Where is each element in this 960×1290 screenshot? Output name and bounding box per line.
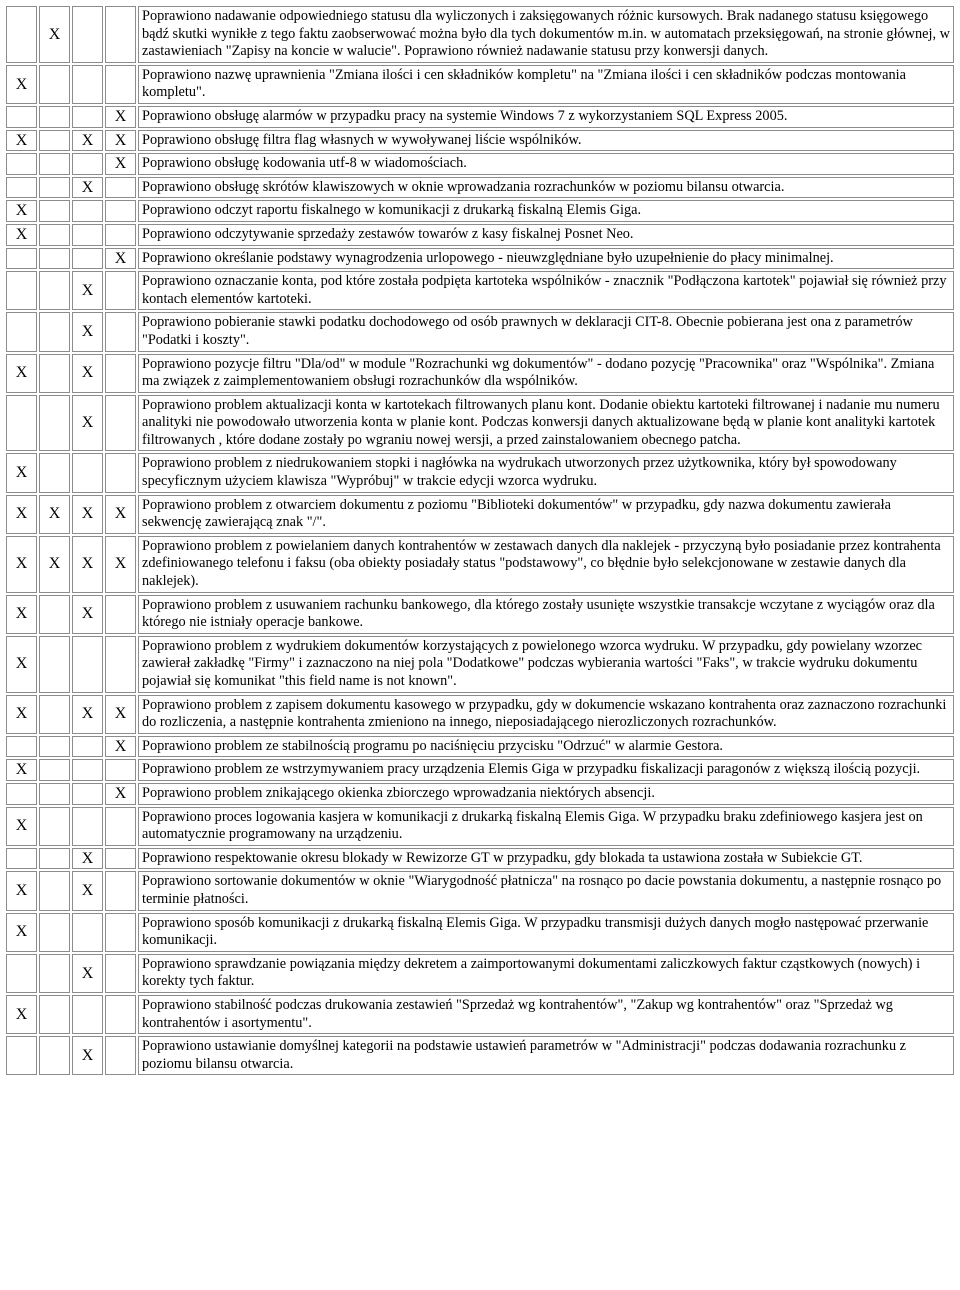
mark-cell: X [6, 453, 37, 492]
mark-cell [72, 106, 103, 128]
mark-cell: X [72, 354, 103, 393]
mark-cell: X [72, 536, 103, 593]
table-row [6, 312, 954, 351]
description-cell: Poprawiono obsługę skrótów klawiszowych w oknie wprowadzania rozrachunków w poziomu bilansu otwarcia. [138, 177, 954, 199]
mark-cell [39, 954, 70, 993]
mark-cell [105, 177, 136, 199]
mark-cell [39, 224, 70, 246]
table-row [6, 871, 954, 910]
mark-cell: X [6, 495, 37, 534]
description-cell: Poprawiono sortowanie dokumentów w oknie "Wiarygodność płatnicza" na rosnąco po dacie powstania dokumentu, a następnie rosnąco po terminie płatności. [138, 871, 954, 910]
table-row [6, 6, 954, 63]
mark-cell [6, 177, 37, 199]
mark-cell: X [105, 130, 136, 152]
mark-cell: X [105, 106, 136, 128]
mark-cell: X [72, 1036, 103, 1075]
description-cell: Poprawiono pozycje filtru "Dla/od" w module "Rozrachunki wg dokumentów" - dodano pozycję "Pracownika" oraz "Wspólnika". Zmiana ma związek z zaimplementowaniem obsługi rozrachunków dla wspólników. [138, 354, 954, 393]
mark-cell [72, 65, 103, 104]
changes-table-body [6, 6, 954, 1075]
mark-cell: X [6, 995, 37, 1034]
mark-cell [105, 65, 136, 104]
mark-cell: X [72, 848, 103, 870]
table-row [6, 807, 954, 846]
description-cell: Poprawiono określanie podstawy wynagrodzenia urlopowego - nieuwzględniane było uzupełnienie do płacy minimalnej. [138, 248, 954, 270]
mark-cell: X [72, 130, 103, 152]
mark-cell [39, 65, 70, 104]
table-row [6, 695, 954, 734]
mark-cell [105, 200, 136, 222]
mark-cell: X [6, 807, 37, 846]
mark-cell [39, 848, 70, 870]
mark-cell [105, 1036, 136, 1075]
mark-cell: X [6, 536, 37, 593]
mark-cell [105, 6, 136, 63]
mark-cell: X [39, 6, 70, 63]
table-row [6, 200, 954, 222]
table-row [6, 954, 954, 993]
mark-cell [39, 177, 70, 199]
mark-cell: X [6, 871, 37, 910]
mark-cell [39, 736, 70, 758]
table-row [6, 106, 954, 128]
mark-cell: X [6, 354, 37, 393]
mark-cell [105, 312, 136, 351]
mark-cell [105, 636, 136, 693]
mark-cell [72, 995, 103, 1034]
mark-cell [39, 106, 70, 128]
description-cell: Poprawiono problem ze wstrzymywaniem pracy urządzenia Elemis Giga w przypadku fiskalizacji paragonów z większą ilością pozycji. [138, 759, 954, 781]
table-row [6, 248, 954, 270]
mark-cell [72, 6, 103, 63]
table-row [6, 736, 954, 758]
mark-cell [39, 153, 70, 175]
description-cell: Poprawiono problem z wydrukiem dokumentów korzystających z powielonego wzorca wydruku. W przypadku, gdy powielany wzorzec zawierał zakładkę "Firmy" i zaznaczono na niej pola "Dodatkowe" podczas wybierania wartości "Faks", w trakcie wydruku dokumentu pojawiał się komunikat "this field name is not known". [138, 636, 954, 693]
mark-cell: X [39, 495, 70, 534]
description-cell: Poprawiono sposób komunikacji z drukarką fiskalną Elemis Giga. W przypadku transmisji dużych danych mogło następować przerwanie komunikacji. [138, 913, 954, 952]
table-row [6, 65, 954, 104]
description-cell: Poprawiono proces logowania kasjera w komunikacji z drukarką fiskalną Elemis Giga. W przypadku braku zdefiniowego kasjera jest on automatycznie programowany na urządzeniu. [138, 807, 954, 846]
mark-cell: X [72, 695, 103, 734]
mark-cell [39, 248, 70, 270]
mark-cell: X [6, 913, 37, 952]
mark-cell [39, 312, 70, 351]
mark-cell: X [72, 495, 103, 534]
mark-cell [6, 1036, 37, 1075]
mark-cell [105, 759, 136, 781]
mark-cell: X [6, 200, 37, 222]
mark-cell [39, 807, 70, 846]
table-row [6, 783, 954, 805]
mark-cell: X [105, 783, 136, 805]
table-row [6, 395, 954, 452]
mark-cell: X [72, 595, 103, 634]
mark-cell [39, 595, 70, 634]
mark-cell [39, 354, 70, 393]
mark-cell: X [72, 177, 103, 199]
mark-cell [105, 595, 136, 634]
description-cell: Poprawiono odczytywanie sprzedaży zestawów towarów z kasy fiskalnej Posnet Neo. [138, 224, 954, 246]
table-row [6, 130, 954, 152]
description-cell: Poprawiono pobieranie stawki podatku dochodowego od osób prawnych w deklaracji CIT-8. Obecnie pobierana jest ona z parametrów "Podatki i koszty". [138, 312, 954, 351]
mark-cell [72, 736, 103, 758]
mark-cell: X [6, 130, 37, 152]
table-row [6, 495, 954, 534]
mark-cell [105, 395, 136, 452]
mark-cell: X [6, 695, 37, 734]
description-cell: Poprawiono problem z usuwaniem rachunku bankowego, dla którego zostały usunięte wszystkie transakcje wczytane z wyciągów oraz dla którego nie istniały operacje bankowe. [138, 595, 954, 634]
table-row [6, 913, 954, 952]
mark-cell [39, 783, 70, 805]
mark-cell: X [72, 871, 103, 910]
description-cell: Poprawiono stabilność podczas drukowania zestawień "Sprzedaż wg kontrahentów", "Zakup wg kontrahentów" oraz "Sprzedaż wg kontrahentów i asortymentu". [138, 995, 954, 1034]
mark-cell [39, 871, 70, 910]
mark-cell: X [6, 224, 37, 246]
table-row [6, 759, 954, 781]
table-row [6, 153, 954, 175]
mark-cell: X [72, 271, 103, 310]
mark-cell [72, 783, 103, 805]
mark-cell [39, 271, 70, 310]
mark-cell [6, 312, 37, 351]
mark-cell [105, 224, 136, 246]
mark-cell [6, 395, 37, 452]
mark-cell [72, 153, 103, 175]
description-cell: Poprawiono nadawanie odpowiedniego statusu dla wyliczonych i zaksięgowanych różnic kursowych. Brak nadanego statusu księgowego bądź skutki wynikłe z tego faktu zaobserwować można było dla tych dokumentów m.in. w automatach przeksięgowań, na stronie głównej, w zastawieniach "Zapisy na koncie w walucie". Poprawiono również nadawanie statusu przy konwersji danych. [138, 6, 954, 63]
mark-cell [39, 995, 70, 1034]
mark-cell: X [105, 248, 136, 270]
table-row [6, 453, 954, 492]
description-cell: Poprawiono respektowanie okresu blokady w Rewizorze GT w przypadku, gdy blokada ta ustawiona została w Subiekcie GT. [138, 848, 954, 870]
changes-table [4, 4, 956, 1077]
mark-cell [6, 736, 37, 758]
table-row [6, 995, 954, 1034]
mark-cell: X [105, 495, 136, 534]
mark-cell [105, 913, 136, 952]
description-cell: Poprawiono nazwę uprawnienia "Zmiana ilości i cen składników kompletu" na "Zmiana ilości i cen składników podczas montowania kompletu". [138, 65, 954, 104]
mark-cell [6, 954, 37, 993]
table-row [6, 848, 954, 870]
description-cell: Poprawiono sprawdzanie powiązania między dekretem a zaimportowanymi dokumentami zaliczkowych faktur cząstkowych (nowych) i korekty tych faktur. [138, 954, 954, 993]
mark-cell: X [72, 395, 103, 452]
description-cell: Poprawiono oznaczanie konta, pod które została podpięta kartoteka wspólników - znacznik "Podłączona kartotek" pojawiał się również przy kontach elementów kartoteki. [138, 271, 954, 310]
mark-cell [105, 871, 136, 910]
mark-cell: X [105, 153, 136, 175]
mark-cell [72, 636, 103, 693]
mark-cell: X [6, 595, 37, 634]
mark-cell [105, 271, 136, 310]
mark-cell [6, 271, 37, 310]
mark-cell: X [105, 695, 136, 734]
mark-cell [72, 759, 103, 781]
table-row [6, 595, 954, 634]
mark-cell: X [72, 312, 103, 351]
mark-cell [39, 913, 70, 952]
mark-cell [39, 395, 70, 452]
table-row [6, 536, 954, 593]
mark-cell [72, 248, 103, 270]
mark-cell [72, 200, 103, 222]
description-cell: Poprawiono ustawianie domyślnej kategorii na podstawie ustawień parametrów w "Administracji" podczas dodawania rozrachunku z poziomu bilansu otwarcia. [138, 1036, 954, 1075]
description-cell: Poprawiono problem z niedrukowaniem stopki i nagłówka na wydrukach utworzonych przez użytkownika, który był spowodowany specyficznym użyciem klawisza "Wypróbuj" w trakcie edycji wzorca wydruku. [138, 453, 954, 492]
mark-cell [72, 807, 103, 846]
description-cell: Poprawiono problem aktualizacji konta w kartotekach filtrowanych planu kont. Dodanie obiektu kartoteki filtrowanej i nadanie mu numeru analityki nie powodowało utworzenia konta w planie kont. Podczas konwersji danych aktualizowane będą w planie kont analityki kartotek filtrowanych , które dodane zostały po wgraniu nowej wersji, a przed zainstalowaniem obecnego patcha. [138, 395, 954, 452]
mark-cell: X [6, 636, 37, 693]
mark-cell [39, 1036, 70, 1075]
description-cell: Poprawiono problem z powielaniem danych kontrahentów w zestawach danych dla naklejek - przyczyną było posiadanie przez kontrahenta zdefiniowanego telefonu i faksu (oba obiekty posiadały status "podstawowy", co błędnie było selekcjonowane w zestawie danych dla naklejek). [138, 536, 954, 593]
mark-cell [6, 153, 37, 175]
mark-cell [6, 248, 37, 270]
mark-cell [6, 106, 37, 128]
mark-cell [6, 6, 37, 63]
mark-cell [105, 995, 136, 1034]
description-cell: Poprawiono obsługę filtra flag własnych w wywoływanej liście wspólników. [138, 130, 954, 152]
table-row [6, 177, 954, 199]
mark-cell [72, 913, 103, 952]
description-cell: Poprawiono problem ze stabilnością programu po naciśnięciu przycisku "Odrzuć" w alarmie Gestora. [138, 736, 954, 758]
mark-cell [72, 453, 103, 492]
table-row [6, 354, 954, 393]
mark-cell [39, 695, 70, 734]
table-row [6, 271, 954, 310]
mark-cell [39, 130, 70, 152]
mark-cell [105, 848, 136, 870]
mark-cell [105, 807, 136, 846]
mark-cell [39, 636, 70, 693]
mark-cell: X [39, 536, 70, 593]
description-cell: Poprawiono obsługę kodowania utf-8 w wiadomościach. [138, 153, 954, 175]
description-cell: Poprawiono problem z zapisem dokumentu kasowego w przypadku, gdy w dokumencie wskazano kontrahenta oraz zaznaczono rozrachunki do rozliczenia, a następnie kontrahenta zmieniono na innego, nieposiadającego nierozliczonych rozrachunków. [138, 695, 954, 734]
description-cell: Poprawiono obsługę alarmów w przypadku pracy na systemie Windows 7 z wykorzystaniem SQL Express 2005. [138, 106, 954, 128]
mark-cell [105, 354, 136, 393]
table-row [6, 1036, 954, 1075]
description-cell: Poprawiono problem z otwarciem dokumentu z poziomu "Biblioteki dokumentów" w przypadku, gdy nazwa dokumentu zawierała sekwencję zawierającą znak "/". [138, 495, 954, 534]
mark-cell [72, 224, 103, 246]
mark-cell: X [105, 536, 136, 593]
mark-cell: X [6, 759, 37, 781]
mark-cell: X [105, 736, 136, 758]
mark-cell [105, 453, 136, 492]
mark-cell [39, 759, 70, 781]
mark-cell [6, 848, 37, 870]
mark-cell: X [6, 65, 37, 104]
description-cell: Poprawiono problem znikającego okienka zbiorczego wprowadzania niektórych absencji. [138, 783, 954, 805]
mark-cell [39, 453, 70, 492]
table-row [6, 636, 954, 693]
mark-cell [6, 783, 37, 805]
table-row [6, 224, 954, 246]
mark-cell [105, 954, 136, 993]
description-cell: Poprawiono odczyt raportu fiskalnego w komunikacji z drukarką fiskalną Elemis Giga. [138, 200, 954, 222]
mark-cell: X [72, 954, 103, 993]
mark-cell [39, 200, 70, 222]
